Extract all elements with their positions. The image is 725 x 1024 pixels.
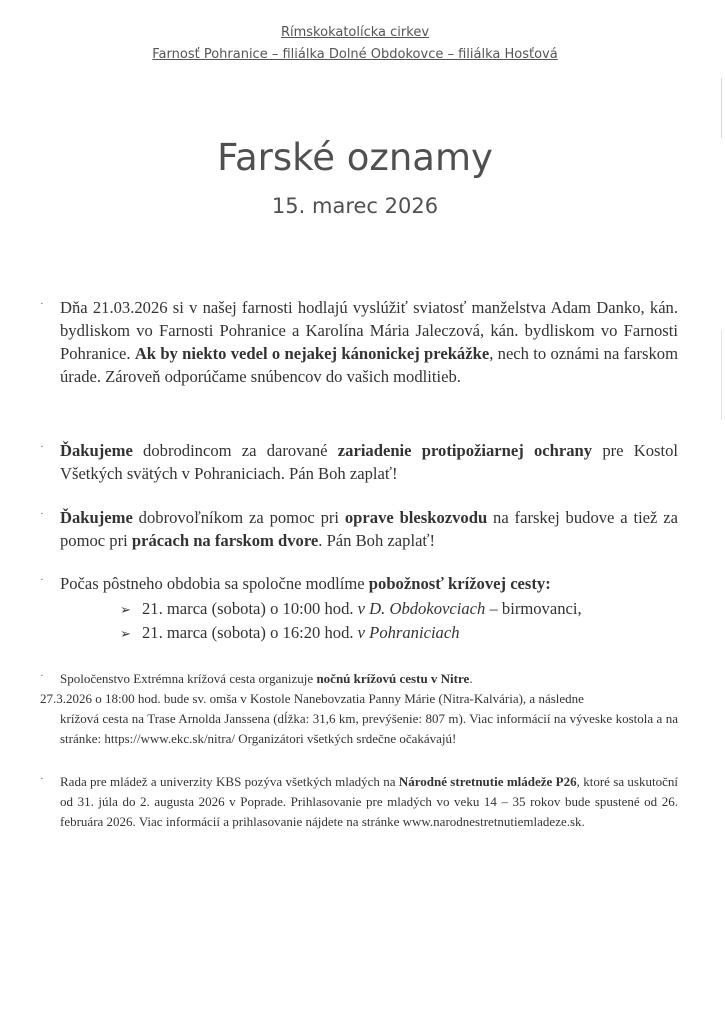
bullet-marker: ·	[40, 773, 44, 785]
document-header	[0, 22, 710, 66]
bullet-marker: ·	[40, 441, 44, 453]
announcement-volunteers: Ďakujeme dobrovoľníkom za pomoc pri oprave bleskozvodu na farskej budove a tiež za pomoc pri prácach na farskom dvore. Pán Boh zaplať!	[60, 508, 678, 550]
bullet-marker: ·	[40, 508, 44, 520]
announcement-night-cross-details: 27.3.2026 o 18:00 hod. bude sv. omša v Kostole Nanebovzatia Panny Márie (Nitra-Kalvária), a následne	[40, 691, 584, 706]
scan-edge-line	[721, 78, 722, 138]
bullet-marker: ·	[40, 574, 44, 586]
announcement-night-cross-route: krížová cesta na Trase Arnolda Janssena (dĺžka: 31,6 km, prevýšenie: 807 m). Viac informácií na výveske kostola a na stránke: https://www.ekc.sk/nitra/ Organizátori všetkých srdečne očakávajú!	[60, 711, 678, 746]
bullet-marker: ·	[40, 670, 44, 682]
bullet-marker: ·	[40, 298, 44, 310]
announcement-marriage: Dňa 21.03.2026 si v našej farnosti hodlajú vyslúžiť sviatosť manželstva Adam Danko, kán. bydliskom vo Farnosti Pohranice a Karolína Mária Jaleczová, kán. bydliskom vo Farnosti Pohranice. Ak by niekto vedel o nejakej kánonickej prekážke, nech to oznámi na farskom úrade. Zároveň odporúčame snúbencov do vašich modlitieb.	[60, 298, 678, 386]
church-name: Rímskokatolícka cirkev	[280, 25, 430, 40]
arrow-icon: ➢	[120, 627, 131, 642]
schedule-item: ➢ 21. marca (sobota) o 10:00 hod. v D. Obdokovciach – birmovanci,	[120, 597, 582, 622]
announcement-stations-of-cross: Počas pôstneho obdobia sa spoločne modlíme pobožnosť krížovej cesty:	[60, 574, 551, 593]
page-date: 15. marec 2026	[271, 194, 439, 218]
schedule-item: ➢ 21. marca (sobota) o 16:20 hod. v Pohraniciach	[120, 621, 460, 646]
parish-name: Farnosť Pohranice – filiálka Dolné Obdokovce – filiálka Hosťová	[152, 47, 558, 62]
page-title: Farské oznamy	[217, 136, 493, 179]
scan-edge-line	[721, 330, 722, 420]
announcement-night-cross: Spoločenstvo Extrémna krížová cesta organizuje nočnú krížovú cestu v Nitre.	[60, 671, 473, 686]
announcement-youth-meeting: Rada pre mládež a univerzity KBS pozýva všetkých mladých na Národné stretnutie mládeže P26, ktoré sa uskutoční od 31. júla do 2. augusta 2026 v Poprade. Prihlasovanie pre mladých vo veku 14 – 35 rokov bude spustené od 26. februára 2026. Viac informácií a prihlasovanie nájdete na stránke www.narodnestretnutiemladeze.sk.	[60, 774, 678, 829]
arrow-icon: ➢	[120, 603, 131, 618]
announcement-fire-protection: Ďakujeme dobrodincom za darované zariadenie protipožiarnej ochrany pre Kostol Všetkých svätých v Pohraniciach. Pán Boh zaplať!	[60, 441, 679, 483]
